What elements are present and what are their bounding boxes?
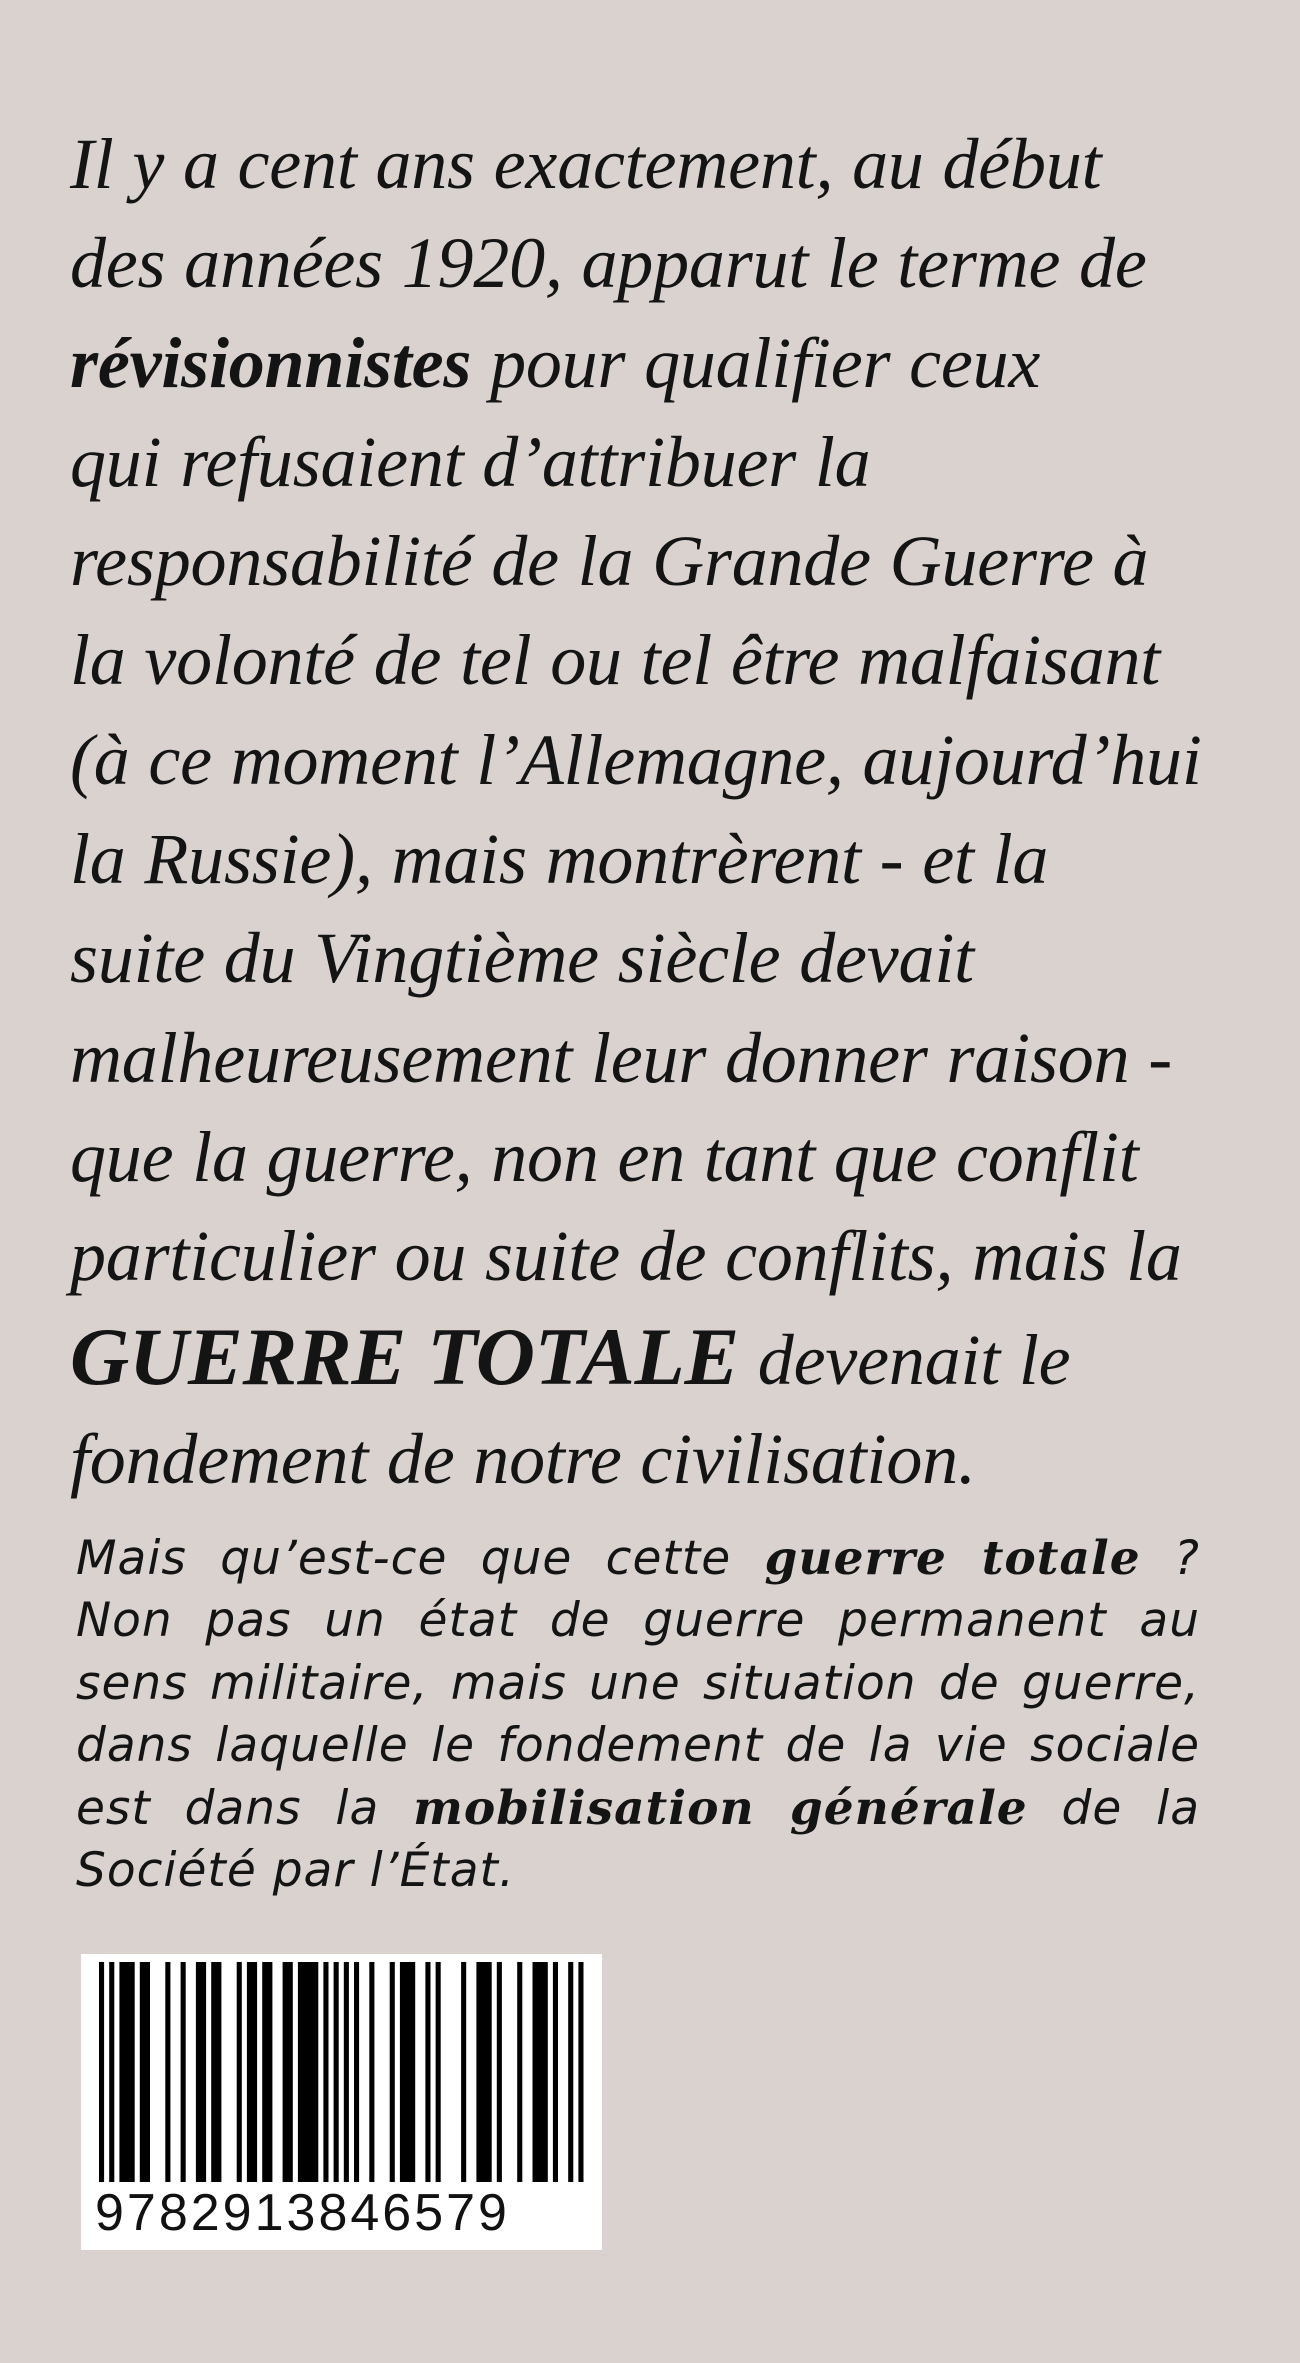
barcode-bar xyxy=(119,1962,134,2184)
emphasis-guerre-totale: guerre totale xyxy=(764,1531,1141,1586)
barcode-bar xyxy=(298,1962,318,2184)
secondary-paragraph xyxy=(76,1528,1200,1902)
text-line: (à ce moment l’Allemagne, aujourd’hui xyxy=(70,719,1202,800)
barcode-bar xyxy=(237,1962,242,2184)
barcode-bar xyxy=(211,1962,221,2184)
text-fragment: devenait le xyxy=(738,1319,1071,1400)
barcode-bar xyxy=(262,1962,272,2184)
barcode-bar xyxy=(533,1962,548,2184)
text-fragment: Mais qu’est-ce que cette xyxy=(76,1531,765,1586)
text-line: que la guerre, non en tant que conflit xyxy=(70,1116,1139,1197)
barcode-bar xyxy=(283,1962,293,2184)
text-line: responsabilité de la Grande Guerre à xyxy=(70,521,1149,602)
text-line: la Russie), mais montrèrent - et la xyxy=(70,819,1049,900)
text-line xyxy=(70,314,1240,413)
keyword-revisionnistes: révisionnistes xyxy=(70,322,472,403)
text-line: suite du Vingtième siècle devait xyxy=(70,918,974,999)
barcode-bar xyxy=(196,1962,206,2184)
barcode-bar xyxy=(247,1962,257,2184)
text-fragment: ? Non pas un état de guerre permanent au sens militaire, mais une situation de guerre, dans laquelle le fondement de la vie sociale est dans la xyxy=(76,1531,1200,1836)
barcode-bar xyxy=(461,1962,466,2184)
barcode-bar xyxy=(390,1962,395,2184)
barcode-bar xyxy=(369,1962,374,2184)
barcode-bar xyxy=(165,1962,170,2184)
text-line: malheureusement leur donner raison - xyxy=(70,1017,1172,1098)
barcode-bar xyxy=(140,1962,150,2184)
barcode-bar xyxy=(425,1962,430,2184)
text-fragment: de la Société par l’État. xyxy=(76,1780,1201,1899)
isbn-barcode xyxy=(81,1954,602,2250)
barcode-bar xyxy=(436,1962,441,2184)
text-line xyxy=(70,1307,1240,1410)
barcode-bar xyxy=(181,1962,186,2184)
text-line: particulier ou suite de conflits, mais la xyxy=(70,1216,1182,1297)
barcode-bar xyxy=(354,1962,359,2184)
barcode-bar xyxy=(553,1962,558,2184)
barcode-bar xyxy=(497,1962,502,2184)
barcode-bar xyxy=(323,1962,328,2184)
barcode-bar xyxy=(476,1962,491,2184)
barcode-bar xyxy=(400,1962,415,2184)
text-line: fondement de notre civilisation. xyxy=(70,1418,976,1499)
text-line: qui refusaient d’attribuer la xyxy=(70,421,871,502)
text-line: des années 1920, apparut le terme de xyxy=(70,223,1147,304)
barcode-digits: 9782913846579 xyxy=(95,2182,595,2244)
main-paragraph xyxy=(70,115,1240,1509)
emphasis-mobilisation-generale: mobilisation générale xyxy=(413,1780,1028,1836)
text-line: la volonté de tel ou tel être malfaisant xyxy=(70,620,1161,701)
barcode-bar xyxy=(517,1962,522,2184)
text-line: Il y a cent ans exactement, au début xyxy=(70,124,1102,204)
text-fragment: pour qualifier ceux xyxy=(471,322,1041,403)
keyword-guerre-totale: GUERRE TOTALE xyxy=(70,1310,739,1402)
